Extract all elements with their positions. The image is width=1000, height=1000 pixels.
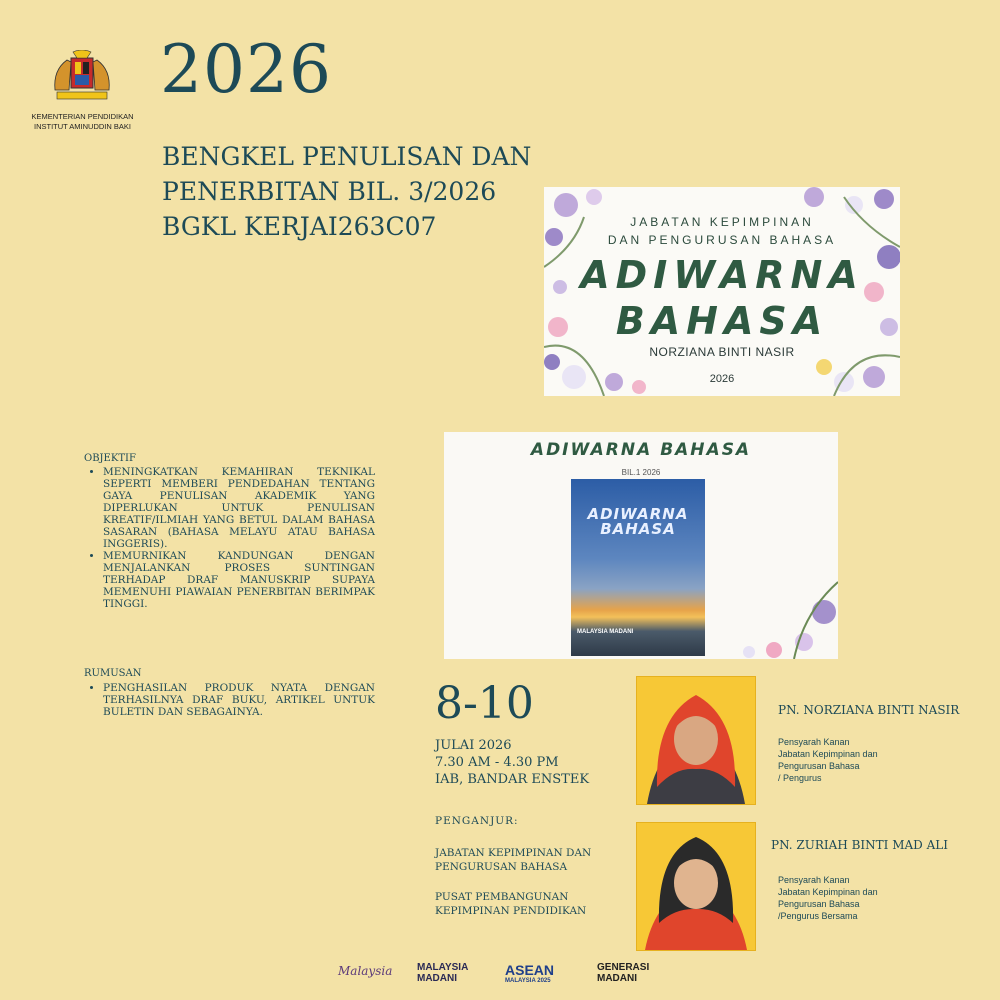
event-time: 7.30 AM - 4.30 PM bbox=[435, 755, 559, 770]
organizer-2 bbox=[435, 890, 605, 918]
role-line: Jabatan Kepimpinan dan bbox=[778, 887, 878, 897]
person-avatar-icon bbox=[637, 823, 755, 950]
floral-corner-icon bbox=[694, 572, 838, 659]
coat-of-arms-icon bbox=[47, 50, 117, 110]
role-line: Pengurusan Bahasa bbox=[778, 899, 860, 909]
organizer-2-line2: KEPIMPINAN PENDIDIKAN bbox=[435, 905, 587, 917]
book-title-line2: BAHASA bbox=[600, 520, 676, 538]
malaysia-madani-logo bbox=[417, 962, 492, 984]
role-line: /Pengurus Bersama bbox=[778, 911, 858, 921]
cover-department bbox=[544, 213, 900, 249]
organizer-2-line1: PUSAT PEMBANGUNAN bbox=[435, 891, 569, 903]
organizer-1-line2: PENGURUSAN BAHASA bbox=[435, 861, 568, 873]
event-month: JULAI 2026 bbox=[435, 738, 512, 753]
book-cover-title bbox=[571, 507, 705, 537]
speaker-1-role bbox=[778, 736, 908, 784]
cover-dept-line1: JABATAN KEPIMPINAN bbox=[630, 215, 814, 229]
ministry-name bbox=[20, 112, 145, 132]
bulletin-preview bbox=[444, 432, 838, 659]
objektif-item: • MEMURNIKAN KANDUNGAN DENGAN MENJALANKAN PROSES SUNTINGAN TERHADAP DRAF MANUSKRIP SUPAYA MEMENUHI PIAWAIAN PENERBITAN BERIMPAK TINGGI. bbox=[103, 550, 375, 610]
logo-line: GENERASI bbox=[597, 962, 650, 973]
book-cover-logo: MALAYSIA MADANI bbox=[577, 629, 634, 635]
role-line: / Pengurus bbox=[778, 773, 822, 783]
objektif-item: • MENINGKATKAN KEMAHIRAN TEKNIKAL SEPERTI MEMBERI PENDEDAHAN TENTANG GAYA PENULISAN AKADEMIK YANG DIPERLUKAN UNTUK PENULISAN KREATIF/ILMIAH YANG BETUL DALAM BAHASA SASARAN (BAHASA MELAYU ATAU BAHASA INGGERIS). bbox=[103, 466, 375, 550]
generasi-madani-logo bbox=[597, 962, 672, 984]
ministry-line1: KEMENTERIAN PENDIDIKAN bbox=[31, 112, 134, 121]
asean-malaysia-logo bbox=[505, 962, 580, 984]
title-line-1: BENGKEL PENULISAN DAN bbox=[162, 142, 532, 171]
logo-line: MADANI bbox=[417, 973, 457, 984]
bulletin-issue: BIL.1 2026 bbox=[621, 468, 661, 477]
book-cover-banner bbox=[544, 187, 900, 396]
workshop-title bbox=[162, 139, 562, 244]
cover-dept-line2: DAN PENGURUSAN BAHASA bbox=[607, 233, 837, 247]
cover-year: 2026 bbox=[709, 373, 735, 385]
rumusan-heading: RUMUSAN bbox=[84, 668, 142, 679]
cover-title-line1: ADIWARNA bbox=[580, 253, 864, 297]
role-line: Pensyarah Kanan bbox=[778, 737, 850, 747]
event-details bbox=[435, 737, 589, 788]
visit-malaysia-logo: Malaysia bbox=[338, 964, 393, 978]
logo-line: MALAYSIA 2025 bbox=[505, 978, 551, 984]
title-line-2: PENERBITAN BIL. 3/2026 bbox=[162, 177, 497, 206]
speaker-photo-1 bbox=[636, 676, 756, 805]
speaker-1-name: PN. NORZIANA BINTI NASIR bbox=[778, 703, 960, 717]
organizer-1-line1: JABATAN KEPIMPINAN DAN bbox=[435, 847, 592, 859]
objektif-heading: OBJEKTIF bbox=[84, 453, 136, 464]
penganjur-heading: PENGANJUR: bbox=[435, 815, 519, 827]
bulletin-title: ADIWARNA BAHASA bbox=[530, 440, 752, 460]
role-line: Jabatan Kepimpinan dan bbox=[778, 749, 878, 759]
book-title-line1: ADIWARNA bbox=[587, 505, 689, 523]
logo-line: ASEAN bbox=[505, 962, 555, 978]
speaker-2-role bbox=[778, 874, 908, 922]
role-line: Pengurusan Bahasa bbox=[778, 761, 860, 771]
ministry-line2: INSTITUT AMINUDDIN BAKI bbox=[34, 122, 131, 131]
speaker-2-name: PN. ZURIAH BINTI MAD ALI bbox=[771, 838, 948, 852]
logo-line: MADANI bbox=[597, 973, 637, 984]
cover-author: NORZIANA BINTI NASIR bbox=[649, 345, 795, 359]
organizer-1 bbox=[435, 846, 605, 874]
person-avatar-icon bbox=[637, 677, 755, 804]
year-heading: 2026 bbox=[160, 31, 332, 108]
rumusan-item: • PENGHASILAN PRODUK NYATA DENGAN TERHASILNYA DRAF BUKU, ARTIKEL UNTUK BULETIN DAN SEBAGAINYA. bbox=[103, 682, 375, 718]
cover-title-line2: BAHASA bbox=[615, 299, 829, 343]
role-line: Pensyarah Kanan bbox=[778, 875, 850, 885]
rumusan-list bbox=[85, 682, 375, 718]
logo-line: MALAYSIA bbox=[417, 962, 469, 973]
objektif-list bbox=[85, 466, 375, 610]
event-date: 8-10 bbox=[435, 678, 534, 729]
speaker-photo-2 bbox=[636, 822, 756, 951]
bulletin-book-cover bbox=[571, 479, 705, 656]
event-venue: IAB, BANDAR ENSTEK bbox=[435, 772, 590, 787]
title-line-3: BGKL KERJAI263C07 bbox=[162, 212, 437, 241]
